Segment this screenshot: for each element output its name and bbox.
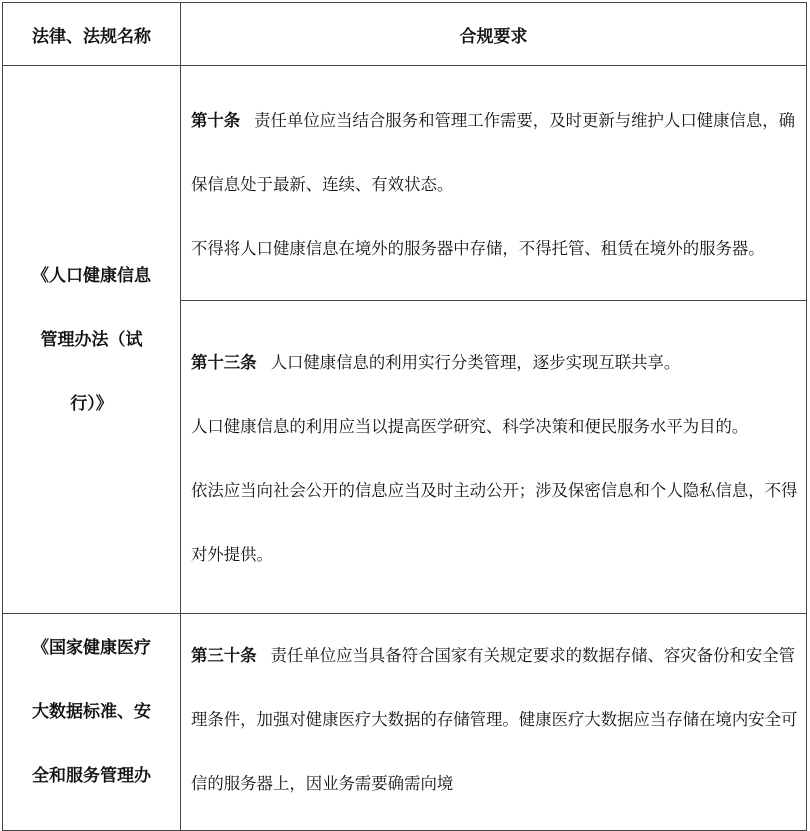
- requirement-cell: [181, 66, 807, 301]
- compliance-table: [2, 2, 807, 831]
- law-name-line: 《国家健康医疗: [32, 638, 151, 658]
- article-paragraph: [191, 331, 798, 395]
- header-law-name: 法律、法规名称: [3, 3, 181, 66]
- law-name-line: 全和服务管理办: [32, 766, 151, 786]
- requirement-cell: [181, 301, 807, 614]
- article-text: 人口健康信息的利用实行分类管理，逐步实现互联共享。: [270, 353, 681, 372]
- article-number: 第十三条: [191, 353, 257, 372]
- article-number: 第十条: [191, 111, 241, 130]
- law-name-line: 管理办法（试: [40, 329, 143, 350]
- law-name-line: 《人口健康信息: [32, 265, 151, 286]
- law-name-line: 行）》: [70, 393, 113, 414]
- table-row: [3, 614, 807, 831]
- article-paragraph: 不得将人口健康信息在境外的服务器中存储，不得托管、租赁在境外的服务器。: [191, 239, 765, 258]
- requirement-cell: [181, 614, 807, 831]
- law-name-line: 大数据标准、安: [32, 702, 151, 722]
- article-text: 责任单位应当具备符合国家有关规定要求的数据存储、容灾备份和安全管理条件，加强对健康医疗大数据的存储管理。健康医疗大数据应当存储在境内安全可信的服务器上，因业务需要确需向境: [191, 646, 798, 793]
- article-number: 第三十条: [191, 646, 257, 665]
- article-text: 责任单位应当结合服务和管理工作需要，及时更新与维护人口健康信息，确保信息处于最新、连续、有效状态。: [191, 111, 796, 194]
- article-paragraph: [191, 89, 798, 217]
- law-name-cell: [3, 66, 181, 614]
- article-paragraph: [191, 624, 798, 816]
- article-paragraph: 人口健康信息的利用应当以提高医学研究、科学决策和便民服务水平为目的。: [191, 417, 749, 436]
- table-row: [3, 66, 807, 301]
- article-paragraph: 依法应当向社会公开的信息应当及时主动公开；涉及保密信息和个人隐私信息，不得对外提供。: [191, 481, 798, 564]
- law-name-cell: [3, 614, 181, 831]
- table-header-row: [3, 3, 807, 66]
- header-requirement: 合规要求: [181, 3, 807, 66]
